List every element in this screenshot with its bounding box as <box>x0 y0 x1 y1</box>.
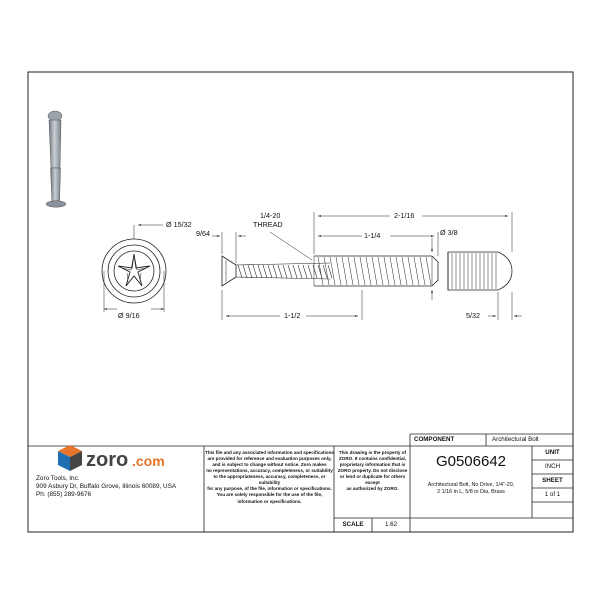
disclaimer-reference <box>205 450 334 505</box>
barrel-thread-stroke <box>354 257 359 285</box>
logo-word: zoro <box>86 449 129 471</box>
barrel-thread-stroke <box>420 257 425 285</box>
barrel-thread-stroke <box>348 257 353 285</box>
barrel-thread-stroke <box>372 257 377 285</box>
thread-lines <box>238 265 332 278</box>
barrel-thread-stroke <box>360 257 365 285</box>
dim-cap-length: 5/32 <box>466 311 480 320</box>
disclaimer-line: or lend or duplicate for others except <box>339 474 406 486</box>
company-address: 909 Asbury Dr, Buffalo Grove, Illinois 60089, USA <box>36 483 177 490</box>
thread-stroke <box>328 265 332 278</box>
end-view <box>102 225 166 312</box>
dim-screw-length: 1-1/2 <box>284 311 301 320</box>
barrel-thread-stroke <box>402 257 407 285</box>
dim-thread-length: 1-1/4 <box>364 231 381 240</box>
thread-stroke <box>288 265 292 278</box>
barrel-thread-stroke <box>342 257 347 285</box>
thread-stroke <box>253 265 257 278</box>
thread-stroke <box>273 265 277 278</box>
company-name: Zoro Tools, Inc. <box>36 475 80 482</box>
thread-stroke <box>243 265 247 278</box>
barrel-thread-stroke <box>330 257 335 285</box>
thread-stroke <box>278 265 282 278</box>
barrel-thread-stroke <box>366 257 371 285</box>
description-line-1: Architectural Bolt, No Drive, 1/4"-20, <box>427 482 515 488</box>
thread-stroke <box>258 265 262 278</box>
thread-stroke <box>268 265 272 278</box>
barrel-thread-stroke <box>426 257 431 285</box>
unit-value: INCH <box>544 463 561 470</box>
barrel-thread-stroke <box>384 257 389 285</box>
thread-stroke <box>298 265 302 278</box>
scale-label: SCALE <box>342 521 364 528</box>
barrel-thread-stroke <box>390 257 395 285</box>
dim-thread-label: THREAD <box>253 220 283 229</box>
logo-suffix: .com <box>132 453 165 469</box>
component-label: COMPONENT <box>414 436 455 443</box>
description-line-2: 2 1/16 in L, 5/8 in Dia, Brass <box>437 489 505 495</box>
disclaimer-line: ZORO property. Do not disclose <box>337 468 408 474</box>
barrel-thread-stroke <box>318 257 323 285</box>
sheet-label: SHEET <box>542 477 563 484</box>
disclaimer-line: and is subject to change without notice. Zoro makes <box>212 462 327 468</box>
disclaimer-line: for any purpose, of the file, information or specifications. <box>207 486 332 492</box>
barrel-thread-lines <box>318 257 431 285</box>
barrel-thread-stroke <box>414 257 419 285</box>
cap-knurl <box>452 253 496 289</box>
thread-stroke <box>238 265 242 278</box>
thread-stroke <box>313 265 317 278</box>
dim-thread-callout: 1/4-20 <box>260 211 281 220</box>
disclaimer-line: are provided for reference and evaluation purposes only, <box>207 456 332 462</box>
disclaimer-line: You are solely responsible for the use of the file, <box>216 492 323 498</box>
zoro-logo-cube-icon <box>58 445 82 471</box>
unit-label: UNIT <box>545 449 560 456</box>
dim-bolt-dia: Ø 3/8 <box>440 228 458 237</box>
disclaimer-property <box>335 450 410 492</box>
dim-overall-length: 2-1/16 <box>394 211 415 220</box>
barrel-thread-stroke <box>336 257 341 285</box>
dim-head-height: 9/64 <box>196 229 210 238</box>
scale-value: 1.62 <box>384 521 398 528</box>
disclaimer-line: proprietary information that is <box>339 462 406 468</box>
thread-stroke <box>308 265 312 278</box>
disclaimer-line: as authorized by ZORO. <box>346 486 399 492</box>
company-phone: Ph: (855) 289-9676 <box>36 491 92 498</box>
disclaimer-line: information or specifications. <box>237 498 302 504</box>
component-value: Architectural Bolt <box>492 436 539 443</box>
thread-stroke <box>248 265 252 278</box>
disclaimer-line: This file and any associated information and specifications <box>205 450 334 455</box>
dim-head-dia: Ø 15/32 <box>166 220 192 229</box>
thread-stroke <box>263 265 267 278</box>
disclaimer-line: no representations, accuracy, completeness, or suitability <box>206 468 333 474</box>
thread-stroke <box>283 265 287 278</box>
barrel-thread-stroke <box>378 257 383 285</box>
part-number: G0506642 <box>435 453 507 470</box>
disclaimer-line: This drawing is the property of <box>338 450 407 455</box>
sheet-value: 1 of 1 <box>544 491 561 498</box>
thread-stroke <box>293 265 297 278</box>
disclaimer-line: ZORO. It contains confidential, <box>338 456 407 462</box>
dim-shank-dia: Ø 9/16 <box>118 311 140 320</box>
barrel-thread-stroke <box>408 257 413 285</box>
thread-stroke <box>303 265 307 278</box>
barrel-thread-stroke <box>396 257 401 285</box>
bolt-preview-image <box>46 111 66 207</box>
disclaimer-line: to the appropriateness, accuracy, completeness, or suitability <box>213 474 326 486</box>
